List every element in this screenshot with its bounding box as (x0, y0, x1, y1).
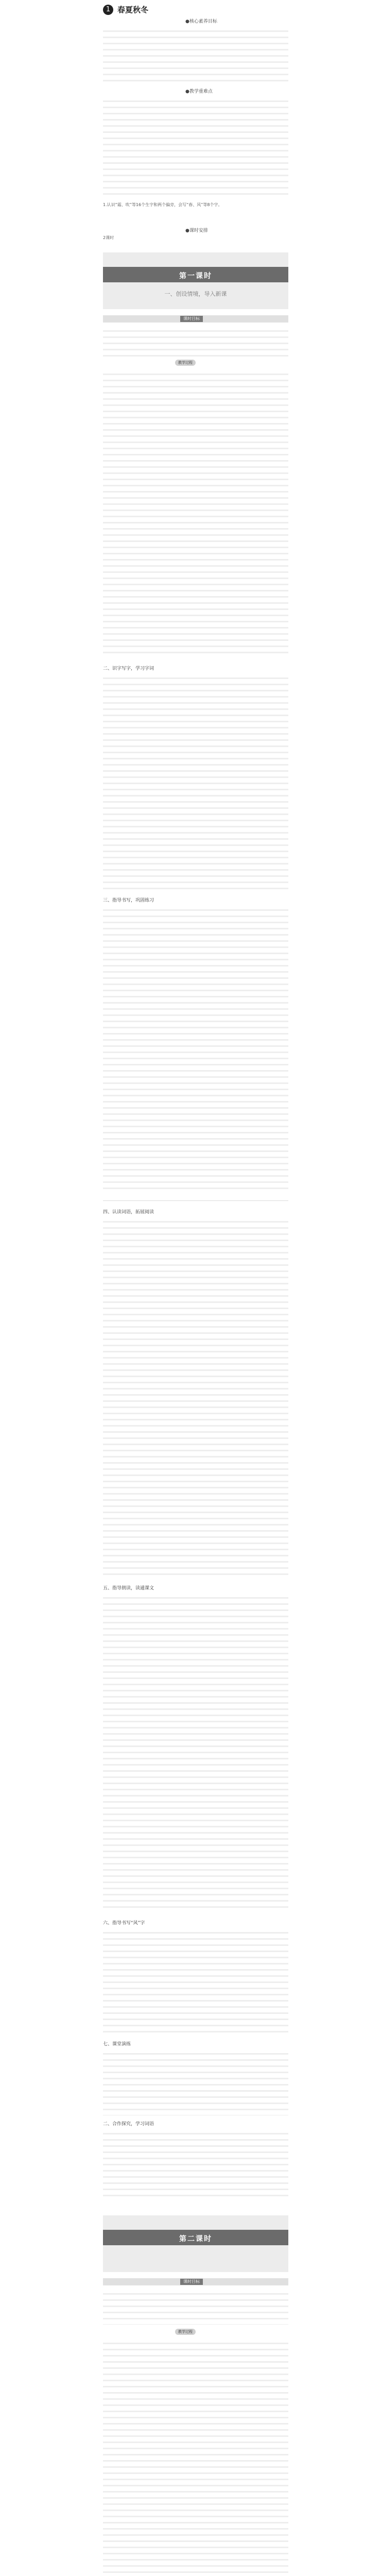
banner-title: 第一课时 (179, 272, 212, 280)
banner-bar (103, 267, 288, 282)
period-goals-text (103, 2289, 288, 2325)
section-heading: 七、课堂演练 (103, 2042, 131, 2047)
process-pill: 教学过程 (175, 2329, 196, 2335)
process-text-block (103, 2338, 288, 2576)
second-period-banner (103, 2215, 288, 2272)
goals-strip-label: 课时目标 (180, 316, 203, 322)
section-text-block (103, 1927, 288, 2036)
period-goals-text (103, 326, 288, 357)
goals-text-block (103, 26, 288, 82)
section-text-block (103, 673, 288, 889)
section-heading: 五、指导朗读，读通课文 (103, 1586, 154, 1591)
section-heading: 二、识字写字，学习字词 (103, 666, 154, 671)
lesson-heading: 春夏秋冬 (117, 5, 149, 14)
section-text-block (103, 1592, 288, 1912)
focus-text-block (103, 96, 288, 199)
goals-strip (103, 2278, 288, 2285)
prep-tag: ●课时安排 (185, 228, 208, 233)
focus-tag: ●教学重难点 (185, 89, 213, 94)
section-heading: 三、指导书写，巩固练习 (103, 898, 154, 903)
section-text-block (103, 1216, 288, 1577)
goals-tag: ●核心素养目标 (185, 19, 217, 24)
lesson-number-badge: 1 (103, 5, 113, 15)
section-heading: 六、指导书写“风”字 (103, 1921, 145, 1926)
periods-label: 2课时 (103, 235, 114, 240)
key-sentence: 1.认识“霜、吹”等16个生字和两个偏旁，会写“春、风”等8个字。 (103, 202, 222, 207)
banner-bar (103, 2230, 288, 2245)
section-heading: 四、认读词语，拓展阅读 (103, 1210, 154, 1215)
divider (103, 1200, 288, 1201)
lesson-title (103, 4, 148, 15)
section-text-block (103, 2128, 288, 2200)
process-text-block (103, 369, 288, 657)
goals-strip (103, 315, 288, 323)
section-text-block (103, 905, 288, 1193)
section-text-block (103, 2048, 288, 2115)
section-heading: 二、合作探究，学习词语 (103, 2122, 154, 2127)
first-period-banner (103, 252, 288, 309)
banner-subtitle: 一、创设情境，导入新课 (164, 291, 227, 297)
goals-strip-label: 课时目标 (180, 2279, 203, 2285)
process-pill: 教学过程 (175, 360, 196, 366)
banner-title: 第二课时 (179, 2235, 212, 2243)
